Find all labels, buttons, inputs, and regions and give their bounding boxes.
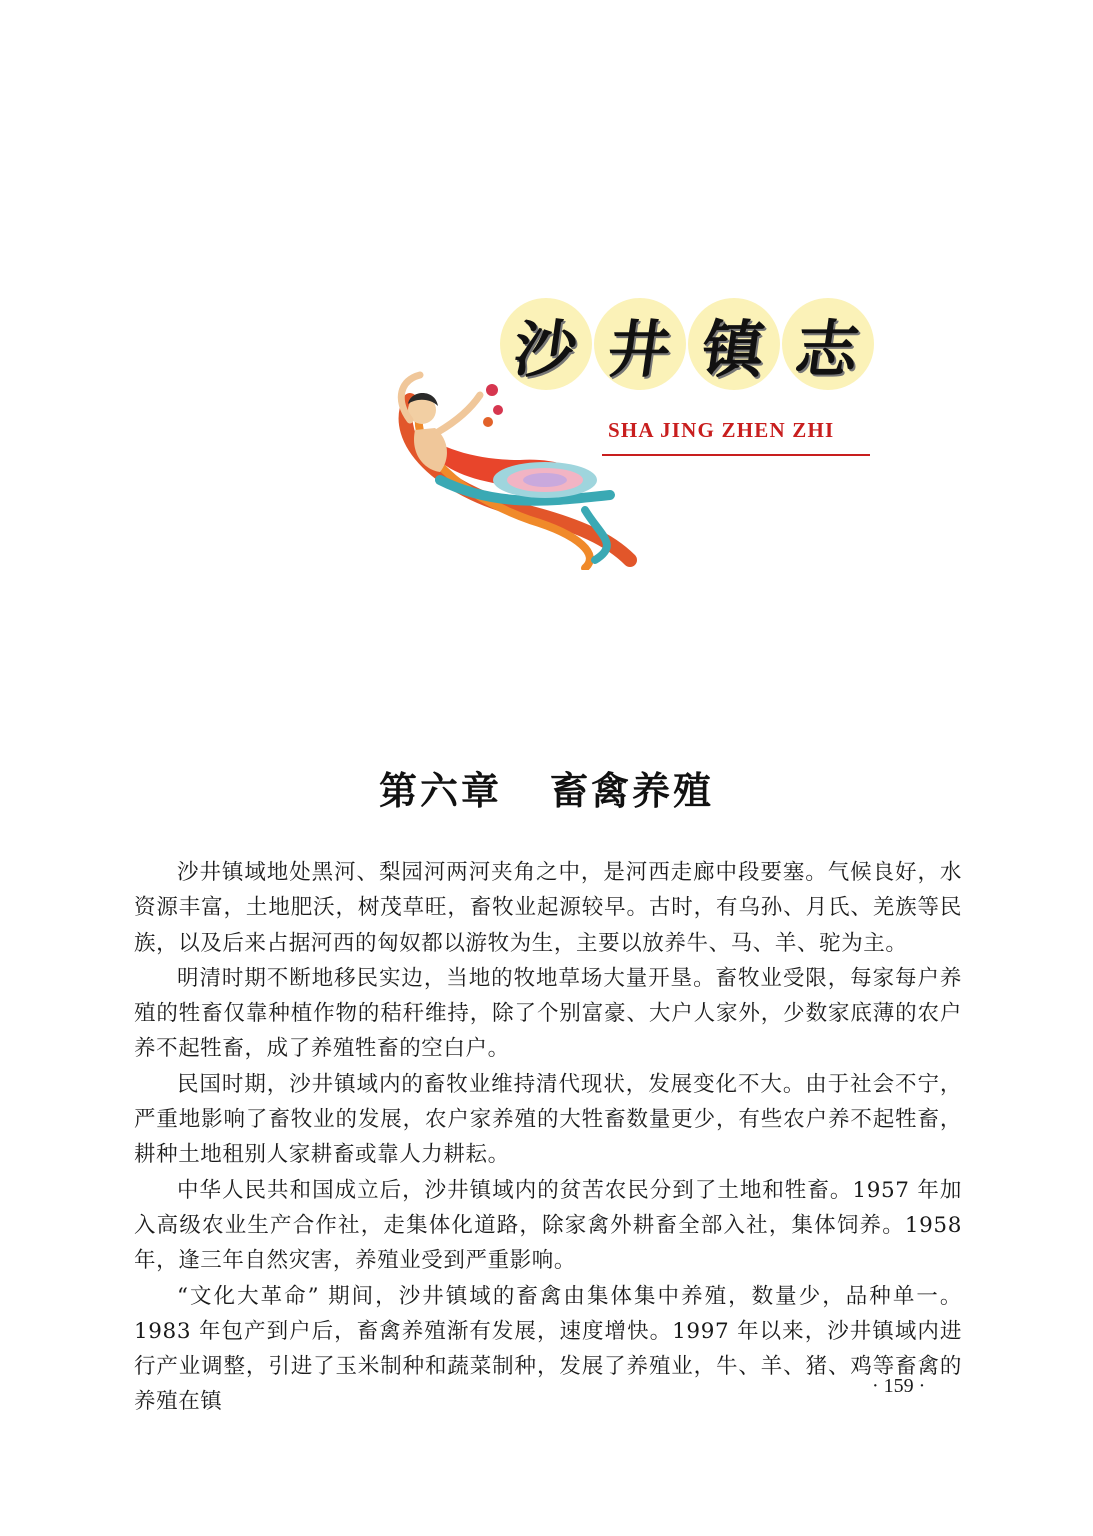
chapter-number: 第六章 (378, 769, 502, 813)
flying-apsara-illustration (380, 360, 700, 570)
title-char: 镇 (697, 312, 770, 386)
paragraph: 中华人民共和国成立后，沙井镇域内的贫苦农民分到了土地和牲畜。1957 年加入高级农业生产合作社，走集体化道路，除家禽外耕畜全部入社，集体饲养。1958 年，逢三年自然灾害，养殖业受到严重影响。 (134, 1177, 962, 1274)
paragraph: 沙井镇域地处黑河、梨园河两河夹角之中，是河西走廊中段要塞。气候良好，水资源丰富，土地肥沃，树茂草旺，畜牧业起源较早。古时，有乌孙、月氏、羌族等民族，以及后来占据河西的匈奴都以游牧为生，主要以放养牛、马、羊、驼为主。 (134, 860, 962, 956)
book-title-latin: SHA JING ZHEN ZHI (608, 418, 835, 442)
chapter-body (134, 855, 962, 1420)
chapter-name: 畜禽养殖 (550, 769, 715, 813)
title-char: 志 (791, 312, 864, 386)
book-emblem (380, 290, 880, 570)
title-char: 井 (603, 312, 676, 386)
title-circle (688, 298, 780, 390)
paragraph: 民国时期，沙井镇域内的畜牧业维持清代现状，发展变化不大。由于社会不宁，严重地影响了畜牧业的发展，农户家养殖的大牲畜数量更少，有些农户养不起牲畜，耕种土地租别人家耕畜或靠人力耕耘。 (134, 1071, 962, 1168)
title-char: 沙 (509, 312, 582, 386)
title-circle (782, 298, 874, 390)
chapter-heading (0, 760, 1093, 815)
paragraph: “文化大革命” 期间，沙井镇域的畜禽由集体集中养殖，数量少，品种单一。1983 年包产到户后，畜禽养殖渐有发展，速度增快。1997 年以来，沙井镇域内进行产业调整，引进了玉米制种和蔬菜制种，发展了养殖业，牛、羊、猪、鸡等畜禽的养殖在镇 (134, 1283, 962, 1415)
paragraph: 明清时期不断地移民实边，当地的牧地草场大量开垦。畜牧业受限，每家每户养殖的牲畜仅靠种植作物的秸秆维持，除了个别富豪、大户人家外，少数家底薄的农户养不起牲畜，成了养殖牲畜的空白户。 (134, 965, 962, 1062)
page-number: · 159 · (872, 1375, 926, 1397)
